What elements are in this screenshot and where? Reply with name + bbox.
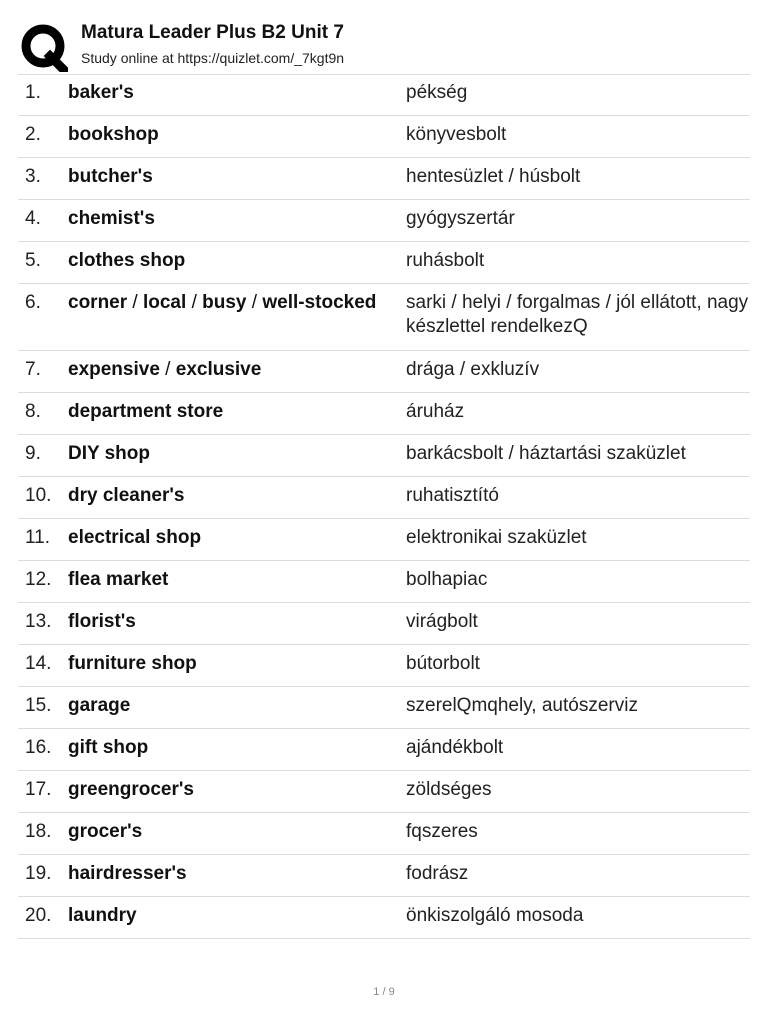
row-number: 20. <box>25 905 52 926</box>
table-row <box>18 645 750 687</box>
vocabulary-table <box>18 74 750 939</box>
table-row <box>18 561 750 603</box>
table-row <box>18 855 750 897</box>
row-number: 15. <box>25 695 52 716</box>
table-row <box>18 435 750 477</box>
row-number: 17. <box>25 779 52 800</box>
table-row <box>18 351 750 393</box>
definition: hentesüzlet / húsbolt <box>406 166 581 187</box>
definition: fodrász <box>406 863 469 884</box>
term: electrical shop <box>68 527 202 548</box>
row-number: 7. <box>25 359 41 380</box>
row-number: 18. <box>25 821 52 842</box>
term-part: expensive <box>68 359 160 380</box>
definition: virágbolt <box>406 611 478 632</box>
term: butcher's <box>68 166 153 187</box>
table-row <box>18 74 750 116</box>
definition: elektronikai szaküzlet <box>406 527 587 548</box>
row-number: 14. <box>25 653 52 674</box>
row-number: 8. <box>25 401 41 422</box>
row-number: 11. <box>25 527 51 548</box>
term-separator: / <box>127 292 143 313</box>
row-number: 4. <box>25 208 41 229</box>
definition: gyógyszertár <box>406 208 515 229</box>
term: hairdresser's <box>68 863 187 884</box>
table-row <box>18 687 750 729</box>
table-row <box>18 813 750 855</box>
term: clothes shop <box>68 250 186 271</box>
definition: drága / exkluzív <box>406 359 540 380</box>
table-row <box>18 200 750 242</box>
term: chemist's <box>68 208 155 229</box>
term: gift shop <box>68 737 149 758</box>
row-number: 10. <box>25 485 52 506</box>
definition: zöldséges <box>406 779 492 800</box>
term-separator: / <box>186 292 203 313</box>
definition: ruhatisztító <box>406 485 499 506</box>
term-part: busy <box>202 292 247 313</box>
definition: könyvesbolt <box>406 124 507 145</box>
table-row <box>18 603 750 645</box>
definition: bolhapiac <box>406 569 488 590</box>
quizlet-q-icon <box>20 22 68 72</box>
term: grocer's <box>68 821 143 842</box>
row-number: 16. <box>25 737 52 758</box>
row-number: 13. <box>25 611 52 632</box>
row-number: 12. <box>25 569 52 590</box>
row-number: 9. <box>25 443 41 464</box>
table-row <box>18 393 750 435</box>
row-number: 3. <box>25 166 41 187</box>
term: bookshop <box>68 124 159 145</box>
table-row <box>18 158 750 200</box>
term: furniture shop <box>68 653 197 674</box>
term-separator: / <box>246 292 263 313</box>
term: department store <box>68 401 224 422</box>
definition: önkiszolgáló mosoda <box>406 905 584 926</box>
term-separator: / <box>159 359 176 380</box>
term-part: local <box>142 292 187 313</box>
term: greengrocer's <box>68 779 194 800</box>
row-number: 19. <box>25 863 52 884</box>
page-header <box>18 20 750 75</box>
term: laundry <box>68 905 137 926</box>
definition: pékség <box>406 82 468 103</box>
table-row <box>18 519 750 561</box>
row-number: 5. <box>25 250 41 271</box>
definition: sarki / helyi / forgalmas / jól ellátott, nagy készlettel rendelkezQ <box>406 292 749 337</box>
term: garage <box>68 695 131 716</box>
study-online-link[interactable]: Study online at https://quizlet.com/_7kgt9n <box>81 50 345 66</box>
term-part: well-stocked <box>262 292 377 313</box>
table-row <box>18 729 750 771</box>
row-number: 1. <box>25 82 41 103</box>
page-title: Matura Leader Plus B2 Unit 7 <box>81 22 344 43</box>
table-row <box>18 897 750 939</box>
term: florist's <box>68 611 136 632</box>
term-part: exclusive <box>175 359 262 380</box>
term <box>68 358 406 382</box>
definition: ajándékbolt <box>406 737 504 758</box>
table-row <box>18 284 750 351</box>
page-number: 1 / 9 <box>373 986 395 998</box>
term: dry cleaner's <box>68 485 185 506</box>
definition: ruhásbolt <box>406 250 485 271</box>
definition: fqszeres <box>406 821 478 842</box>
table-row <box>18 771 750 813</box>
table-row <box>18 116 750 158</box>
definition: bútorbolt <box>406 653 480 674</box>
term-part: corner <box>68 292 128 313</box>
row-number: 2. <box>25 124 41 145</box>
term: flea market <box>68 569 169 590</box>
definition: áruház <box>406 401 465 422</box>
term: baker's <box>68 82 134 103</box>
definition: szerelQmqhely, autószerviz <box>406 695 638 716</box>
definition: barkácsbolt / háztartási szaküzlet <box>406 443 686 464</box>
table-row <box>18 242 750 284</box>
table-row <box>18 477 750 519</box>
term <box>68 291 406 315</box>
term: DIY shop <box>68 443 150 464</box>
row-number: 6. <box>25 292 41 313</box>
